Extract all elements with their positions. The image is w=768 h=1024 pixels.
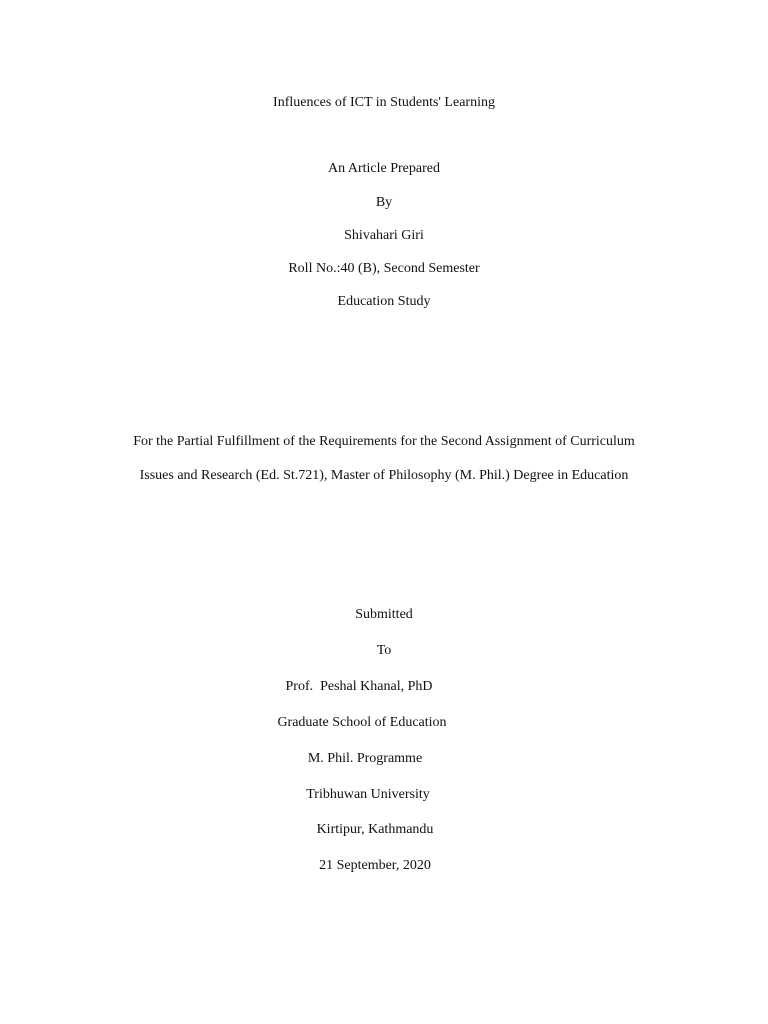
article-prepared-line: An Article Prepared — [328, 161, 440, 176]
professor-name: Prof. Peshal Khanal, PhD — [285, 679, 433, 694]
purpose-line-1: For the Partial Fulfillment of the Requirements for the Second Assignment of Curriculum — [133, 434, 635, 449]
to-line: To — [376, 643, 392, 658]
by-line: By — [375, 195, 393, 210]
document-title: Influences of ICT in Students' Learning — [273, 95, 495, 110]
university-name: Tribhuwan University — [306, 787, 430, 802]
roll-info: Roll No.:40 (B), Second Semester — [288, 261, 480, 276]
school-name: Graduate School of Education — [277, 715, 447, 730]
purpose-line-2: Issues and Research (Ed. St.721), Master of Philosophy (M. Phil.) Degree in Education — [139, 468, 629, 483]
study-area: Education Study — [337, 294, 431, 309]
submission-date: 21 September, 2020 — [319, 858, 431, 873]
author-name: Shivahari Giri — [344, 228, 424, 243]
submitted-line: Submitted — [355, 607, 413, 622]
programme-name: M. Phil. Programme — [307, 751, 423, 766]
location-line: Kirtipur, Kathmandu — [316, 822, 434, 837]
